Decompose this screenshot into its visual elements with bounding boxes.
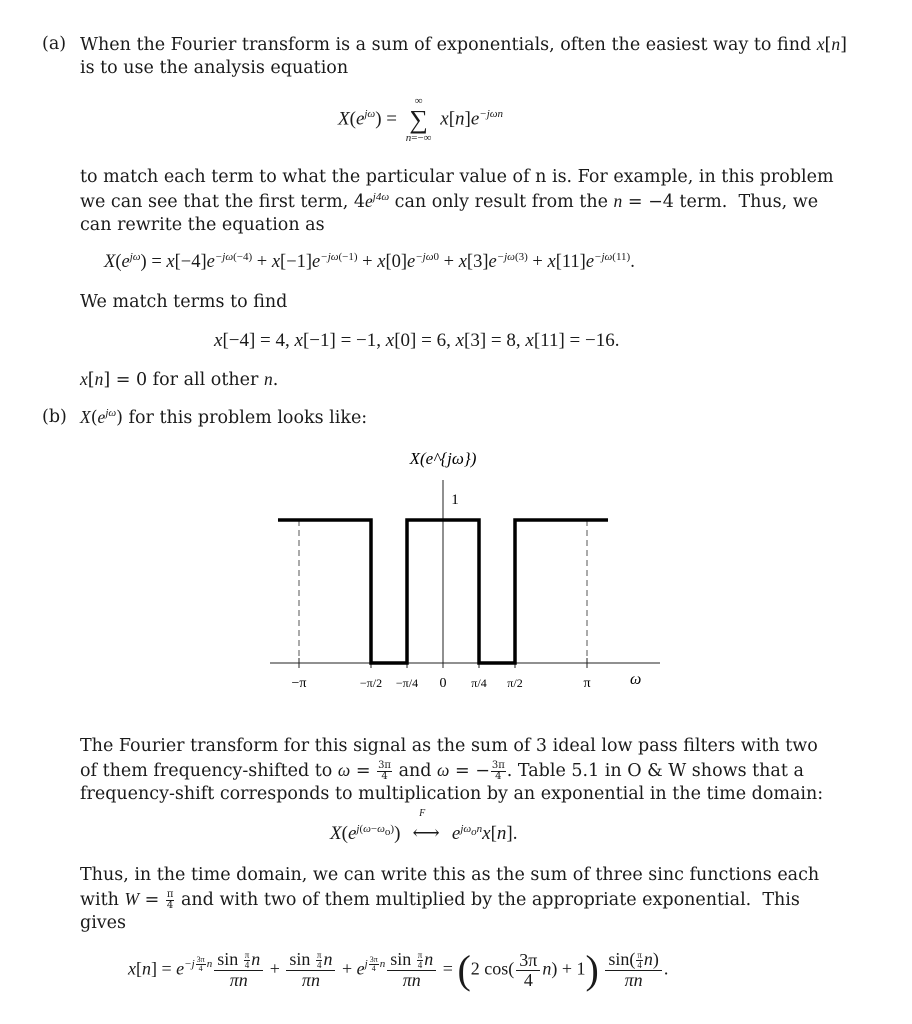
x-tick-label-3: 0 [439,676,447,691]
other-text: x[n] = 0 for all other n. [80,369,279,390]
chart-title: X(e^{jω}) [409,449,477,468]
peak-label: 1 [451,492,459,508]
part-a-line2: is to use the analysis equation [80,58,349,78]
analysis-equation: $X(e^{j\omega})$ = ∞ ∑ n=−∞ $x[n]e^{-j\omega n}$ [338,95,504,144]
rewritten-equation: $X(e^{j\omega}) = x[-4]e^{-j\omega(-4)} + x[-1]e^{-j\omega(-1)} + x[0]e^{-j\omega 0} + x[3]e^{-j\omega(3)} + x[11]e^{-j\omega(11)}$. [104,250,635,272]
part-b-para2-line1: Thus, in the time domain, we can write this as the sum of three sinc functions each [80,865,820,885]
part-b-para1-line2: of them frequency-shifted to ω = $\frac{3\pi}{4}$ and ω = − $\frac{3\pi}{4}$ . Table 5.1 in O & W shows that a [80,760,804,782]
part-b-para1-line3: frequency-shift corresponds to multiplication by an exponential in the time domain: [80,784,824,804]
x-tick-label-0: −π [291,676,307,691]
part-a-para2-line1: to match each term to what the particular value of n is. For example, in this problem [80,167,834,187]
part-b-para1-line1: The Fourier transform for this signal as the sum of 3 ideal low pass filters with two [80,736,818,756]
x-axis-label: ω [630,671,642,688]
part-a-para2-line2: we can see that the first term, $4e^{j4\omega}$ can only result from the n = −4 term. Thus, we [80,191,819,212]
part-b-para2-line3: gives [80,913,127,933]
match-text: We match terms to find [80,292,288,312]
x-tick-label-1: −π/2 [359,676,383,690]
match-equation: x[−4] = 4, x[−1] = −1, x[0] = 6, x[3] = 8, x[11] = −16. [214,330,620,351]
part-b-para2-line2: with W = $\frac{\pi}{4}$ and with two of them multiplied by the appropriate exponential. This [80,889,800,911]
frequency-shift-equation: $X(e^{j(\omega-\omega_o)})$ F ⟷ $e^{j\omega_on}x[n]$. [330,808,518,844]
x-tick-label-4: π/4 [471,676,487,690]
x-tick-label-5: π/2 [507,676,523,690]
final-equation: $x[n] = e^{-j \frac{3\pi}{4} n}$ sin $\frac{\pi}{4}$ n πn + sin $\frac{\pi}{4}$ n πn + $e^{j \frac{3\pi}{4} n}$ sin $\frac{\pi}{4}$ n πn = (2 cos( $\frac{3\pi}{4}$ n) + 1) sin( $\frac{\pi}{4}$ n) πn . [128,947,669,993]
spectrum-chart [250,440,670,700]
x-tick-label-2: −π/4 [395,676,419,690]
part-a-para2-line3: can rewrite the equation as [80,215,325,235]
part-a-label: (a) [42,34,67,54]
x-tick-label-6: π [583,676,591,691]
part-a-line1: When the Fourier transform is a sum of exponentials, often the easiest way to find x[n] [80,34,847,55]
part-b-label: (b) [42,407,67,427]
part-b-intro: $X(e^{j\omega})$ for this problem looks like: [80,407,368,428]
